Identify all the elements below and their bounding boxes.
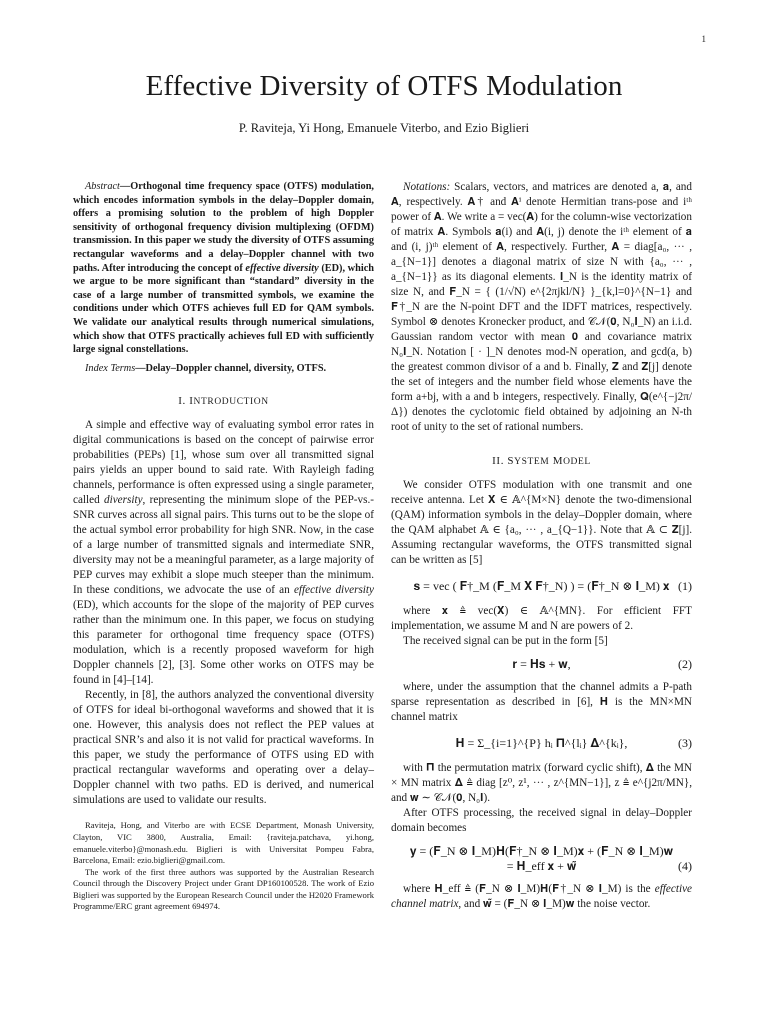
equation-4: 𝐲 = (𝐅_N ⊗ 𝐈_M)𝐇(𝐅†_N ⊗ 𝐈_M)𝐱 + (𝐅_N ⊗ 𝐈_M)𝐰 = 𝐇_eff 𝐱 + 𝐰̃ (4) bbox=[409, 844, 692, 873]
footnotes bbox=[73, 820, 374, 913]
index-terms-lead: Index Terms bbox=[85, 362, 136, 374]
equation-3: 𝐇 = Σ_{i=1}^{P} hᵢ 𝚷^{lᵢ} 𝚫^{kᵢ}, (3) bbox=[455, 736, 692, 750]
footnote-funding: The work of the first three authors was supported by the Australian Research Council through the Discovery Project under Grant DP160100528. The work of Ezio Biglieri was supported by the European Research Council under the H2020 Framework Programme/ERC grant agreement 694974. bbox=[73, 866, 374, 912]
abstract-text-1: —Orthogonal time frequency space (OTFS) modulation, which encodes information symbols in the delay–Doppler domain, offers a promising solution to the problem of high Doppler sensitivity of orthogonal frequency division multiplexing (OFDM) transmission. In this paper we study the diversity of OTFS assuming rectangular waveforms and a delay–Doppler channel with two paths. After introducing the concept of bbox=[73, 181, 374, 274]
system-paragraph-1: We consider OTFS modulation with one transmit and one receive antenna. Let 𝐗 ∈ 𝔸^{M×N} denote the two-dimensional (QAM) information symbols in the delay–Doppler domain, where the QAM alphabet 𝔸 ∈ {a₀, ··· , a_{Q−1}}. Note that 𝔸 ⊂ 𝐙[j]. Assuming rectangular waveforms, the OTFS transmitted signal can be written as [5] bbox=[391, 479, 692, 566]
left-column bbox=[73, 180, 374, 913]
system-paragraph-7: where 𝐇_eff ≜ (𝐅_N ⊗ 𝐈_M)𝐇(𝐅†_N ⊗ 𝐈_M) is the effective channel matrix, and 𝐰̃ = (𝐅_N ⊗ 𝐈_M)𝐰 the noise vector. bbox=[391, 883, 692, 910]
right-column bbox=[391, 180, 692, 912]
system-paragraph-4: where, under the assumption that the channel admits a P-path sparse representation as described in [6], 𝐇 is the MN×MN channel matrix bbox=[391, 681, 692, 723]
index-terms bbox=[73, 362, 374, 376]
footnote-affiliations: Raviteja, Hong, and Viterbo are with ECSE Department, Monash University, Clayton, VIC 3800, Australia, Email: {raviteja.patchava, yi.hong, emanuele.viterbo}@monash.edu. Biglieri is with Universitat Pompeu Fabra, Barcelona, Email: ezio.biglieri@gmail.com. bbox=[73, 820, 374, 866]
system-paragraph-5: with 𝚷 the permutation matrix (forward cyclic shift), 𝚫 the MN × MN matrix 𝚫 ≜ diag [z⁰, z¹, ··· , z^{MN−1}], z ≜ e^{j2π/MN}, and 𝐰 ∼ 𝒞𝒩(𝟎, N₀𝐈). bbox=[391, 762, 692, 804]
page-number: 1 bbox=[701, 34, 706, 44]
index-terms-text: —Delay–Doppler channel, diversity, OTFS. bbox=[135, 362, 327, 374]
system-paragraph-6: After OTFS processing, the received signal in delay–Doppler domain becomes bbox=[391, 807, 692, 834]
section-heading-introduction: I. INTRODUCTION bbox=[178, 395, 269, 408]
abstract bbox=[73, 180, 374, 357]
intro-paragraph-1: A simple and effective way of evaluating symbol error rates in digital communications is based on the concept of pairwise error probabilities (PEPs) [1], whose sum over all transmitted signal pairs yields an upper bound to said rate. With Rayleigh fading channels, performance is often expressed using a single parameter, called diversity, representing the minimum slope of the PEP-vs.-SNR curves across all signal pairs. This turns out to be the slope of the actual symbol error probability for high SNR. Now, in the case of a large number of transmitted signals and intermediate SNR, diversity may not be a meaningful parameter, as a large majority of PEP curves may exhibit a slope much steeper than the minimum. In these conditions, we advocate the use of an effective diversity (ED), which accounts for the slope of the majority of PEP curves rather than the minimum one. In this paper, we focus on studying this parameter for orthogonal time frequency space (OTFS) modulation, which is a recently proposed waveform for high Doppler channels [2], [3]. Some other works on OTFS may be found in [4]–[14]. bbox=[73, 419, 374, 687]
paper-title: Effective Diversity of OTFS Modulation bbox=[145, 70, 623, 102]
author-list: P. Raviteja, Yi Hong, Emanuele Viterbo, and Ezio Biglieri bbox=[238, 121, 530, 135]
section-heading-system-model: II. SYSTEM MODEL bbox=[492, 455, 591, 467]
equation-2: 𝐫 = 𝐇𝐬 + 𝐰, (2) bbox=[512, 657, 692, 671]
abstract-lead: Abstract bbox=[85, 181, 120, 192]
system-paragraph-3: The received signal can be put in the form [5] bbox=[403, 635, 608, 647]
notations-paragraph: Notations: Scalars, vectors, and matrices are denoted a, 𝐚, and 𝐀, respectively. 𝐀† and 𝐀ⁱ denote Hermitian trans-pose and iᵗʰ power of 𝐀. We write a = vec(𝐀) for the column-wise vectorization of matrix 𝐀. Symbols 𝐚(i) and 𝐀(i, j) denote the iᵗʰ element of 𝐚 and (i, j)ᵗʰ element of 𝐀, respectively. Further, 𝐀 = diag[a₀, ··· , a_{N−1}] denotes a diagonal matrix of size N with {a₀, ··· , a_{N−1}} as its diagonal elements. 𝐈_N is the identity matrix of size N, and 𝐅_N = { (1/√N) e^{2πjkl/N} }_{k,l=0}^{N−1} and 𝐅†_N are the N-point DFT and the IDFT matrices, respectively. Symbol ⊗ denotes Kronecker product, and 𝒞𝒩(𝟎, N₀𝐈_N) an i.i.d. Gaussian random vector with mean 𝟎 and covariance matrix N₀𝐈_N. Notation [ · ]_N denotes mod-N operation, and gcd(a, b) the greatest common divisor of a and b. Finally, 𝐙 and 𝐙[j] denote the set of integers and the number field whose elements have the form a+bj, with a and b integers, respectively. Finally, 𝐐(e^{−j2π/Δ}) denotes the cyclotomic field obtained by adjoining an N-th root of unity to the set of rational numbers. bbox=[391, 181, 692, 433]
system-paragraph-2: where 𝐱 ≜ vec(𝐗) ∈ 𝔸^{MN}. For efficient FFT implementation, we assume M and N are powers of 2. bbox=[391, 605, 692, 632]
abstract-text-2: (ED), which we argue to be more significant than “standard” diversity in the case of a large number of transmitted symbols, we examine the conditions under which OTFS achieves full ED for QAM symbols. We validate our analytical results through numerical simulations, which show that OTFS practically achieves full ED with sufficiently large signal constellations. bbox=[73, 262, 374, 356]
abstract-term: effective diversity bbox=[245, 262, 319, 274]
intro-paragraph-2: Recently, in [8], the authors analyzed the conventional diversity of OTFS for ideal bi-orthogonal waveforms and showed that it is one. However, this analysis does not reflect the PEP values at practical SNR’s and also it is not valid for practical waveforms. In this paper, we study the performance of OTFS using ED with practical rectangular waveforms and operating over a delay–Doppler channel with two paths. ED is derived, and numerical simulations are used to validate our results. bbox=[73, 689, 374, 807]
equation-1: 𝐬 = vec ( 𝐅†_M (𝐅_M 𝐗 𝐅†_N) ) = (𝐅†_N ⊗ 𝐈_M) 𝐱 (1) bbox=[413, 579, 692, 593]
